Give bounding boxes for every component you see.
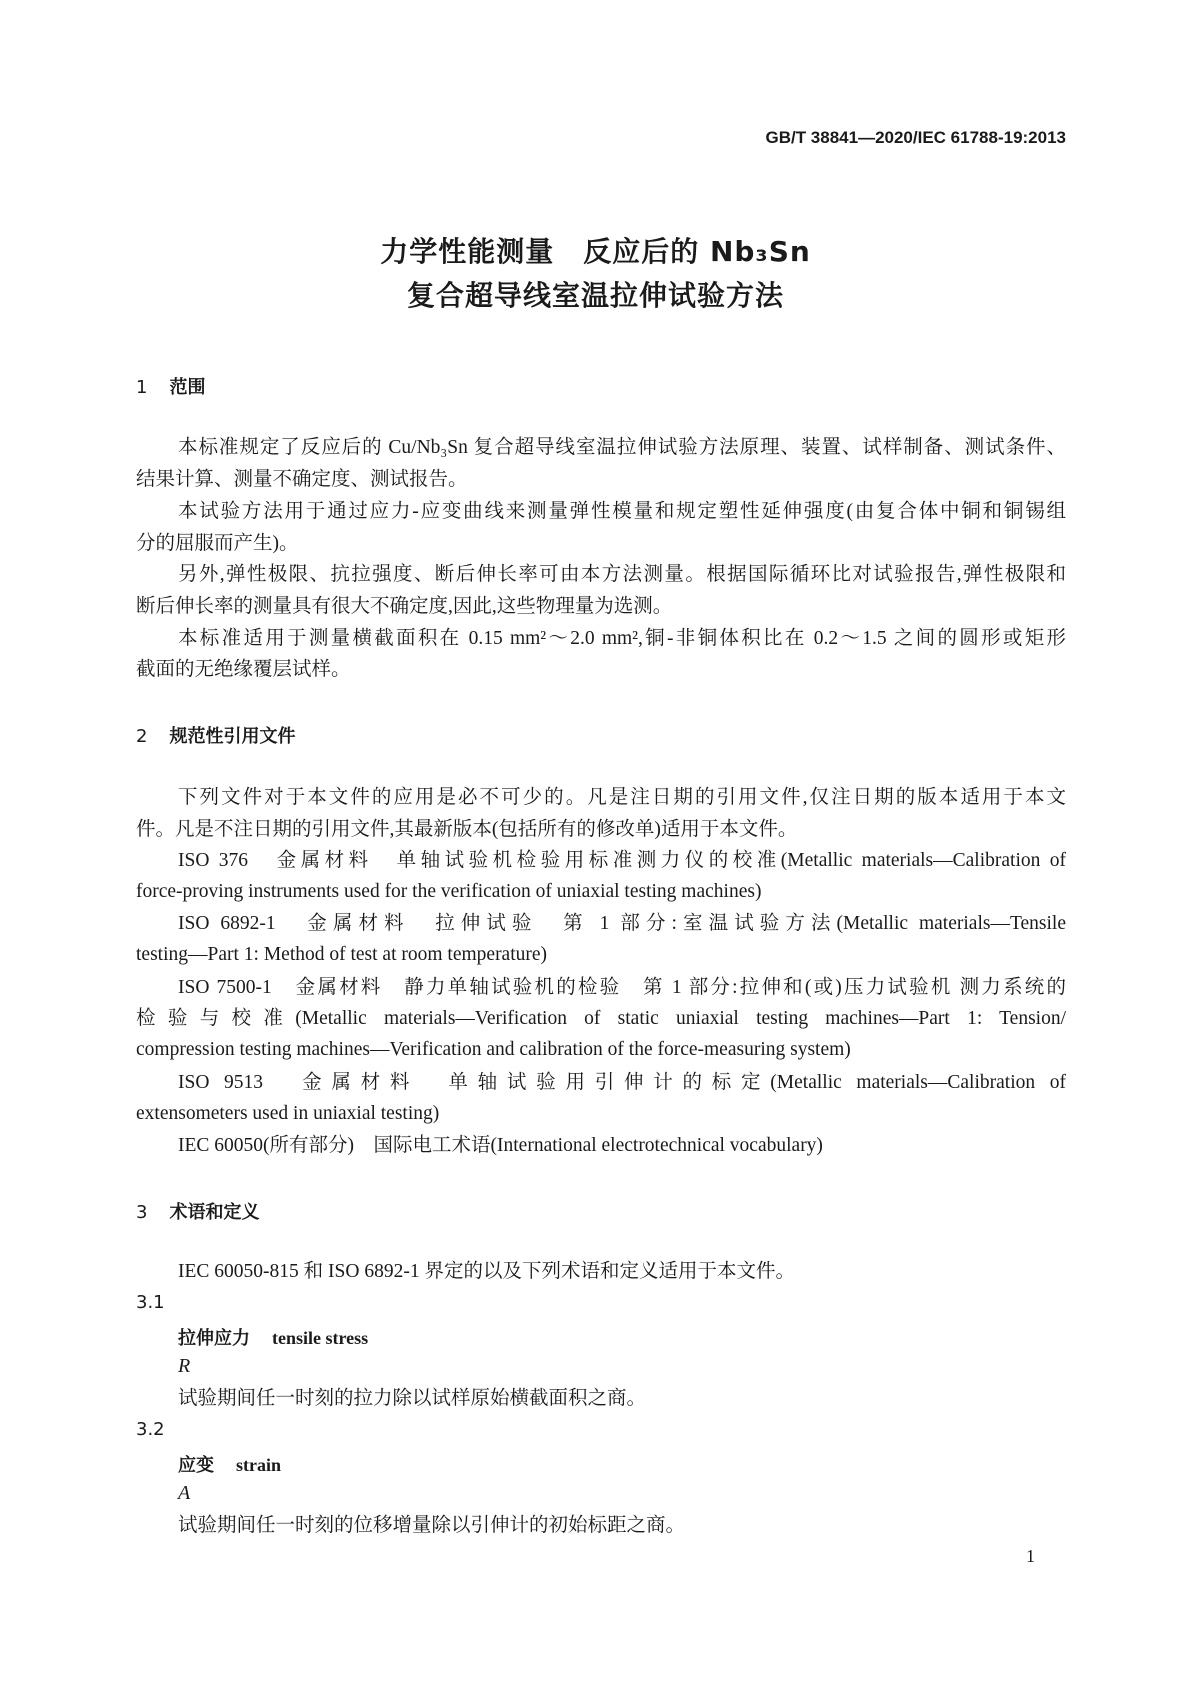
term-number: 3.2 xyxy=(136,1419,165,1440)
reference-line: force-proving instruments used for the verification of uniaxial testing machines) xyxy=(136,881,762,902)
document-title-line-2: 复合超导线室温拉伸试验方法 xyxy=(406,279,784,312)
section-heading-1: 1 范围 xyxy=(136,377,206,398)
paragraph-line: IEC 60050-815 和 ISO 6892-1 界定的以及下列术语和定义适用于本文件。 xyxy=(178,1261,795,1282)
paragraph-line: 断后伸长率的测量具有很大不确定度,因此,这些物理量为选测。 xyxy=(136,596,673,617)
term-symbol: A xyxy=(178,1482,191,1504)
term-heading: 应变 strain xyxy=(178,1455,281,1476)
paragraph-line: 另外,弹性极限、抗拉强度、断后伸长率可由本方法测量。根据国际循环比对试验报告,弹性极限和 xyxy=(178,564,1066,585)
paragraph-line: 分的屈服而产生)。 xyxy=(136,533,299,554)
term-definition: 试验期间任一时刻的拉力除以试样原始横截面积之商。 xyxy=(178,1388,647,1409)
reference-line: extensometers used in uniaxial testing) xyxy=(136,1103,440,1124)
reference-line: ISO 6892-1 金属材料 拉伸试验 第 1 部分:室温试验方法(Metallic materials—Tensile xyxy=(178,913,1066,934)
paragraph-line: 本标准规定了反应后的 Cu/Nb₃Sn 复合超导线室温拉伸试验方法原理、装置、试样制备、测试条件、 xyxy=(178,437,1066,458)
reference-line: ISO 376 金属材料 单轴试验机检验用标准测力仪的校准(Metallic materials—Calibration of xyxy=(178,850,1066,871)
reference-line: 检验与校准(Metallic materials—Verification of static uniaxial testing machines—Part 1: Tension/ xyxy=(136,1008,1066,1029)
document-header-code: GB/T 38841—2020/IEC 61788-19:2013 xyxy=(765,128,1066,147)
reference-line: testing—Part 1: Method of test at room temperature) xyxy=(136,944,548,965)
document-title-line-1: 力学性能测量 反应后的 Nb₃Sn xyxy=(380,235,811,268)
reference-line: compression testing machines—Verification and calibration of the force-measuring system) xyxy=(136,1039,851,1060)
paragraph-line: 件。凡是不注日期的引用文件,其最新版本(包括所有的修改单)适用于本文件。 xyxy=(136,819,798,840)
paragraph-line: 截面的无绝缘覆层试样。 xyxy=(136,659,351,680)
reference-line: ISO 7500-1 金属材料 静力单轴试验机的检验 第 1 部分:拉伸和(或)压力试验机 测力系统的 xyxy=(178,977,1066,998)
section-heading-3: 3 术语和定义 xyxy=(136,1202,260,1223)
paragraph-line: 结果计算、测量不确定度、测试报告。 xyxy=(136,469,468,490)
paragraph-line: 本标准适用于测量横截面积在 0.15 mm²～2.0 mm²,铜-非铜体积比在 0.2～1.5 之间的圆形或矩形 xyxy=(178,628,1066,649)
section-heading-2: 2 规范性引用文件 xyxy=(136,726,296,747)
term-heading: 拉伸应力 tensile stress xyxy=(178,1328,369,1349)
term-definition: 试验期间任一时刻的位移增量除以引伸计的初始标距之商。 xyxy=(178,1515,686,1536)
reference-line: ISO 9513 金属材料 单轴试验用引伸计的标定(Metallic materials—Calibration of xyxy=(178,1072,1066,1093)
term-symbol: R xyxy=(178,1355,191,1377)
page-number: 1 xyxy=(1026,1546,1035,1566)
paragraph-line: 下列文件对于本文件的应用是必不可少的。凡是注日期的引用文件,仅注日期的版本适用于本文 xyxy=(178,787,1066,808)
term-number: 3.1 xyxy=(136,1292,165,1313)
paragraph-line: 本试验方法用于通过应力-应变曲线来测量弹性模量和规定塑性延伸强度(由复合体中铜和铜锡组 xyxy=(178,501,1066,522)
reference-line: IEC 60050(所有部分) 国际电工术语(International electrotechnical vocabulary) xyxy=(178,1135,823,1156)
